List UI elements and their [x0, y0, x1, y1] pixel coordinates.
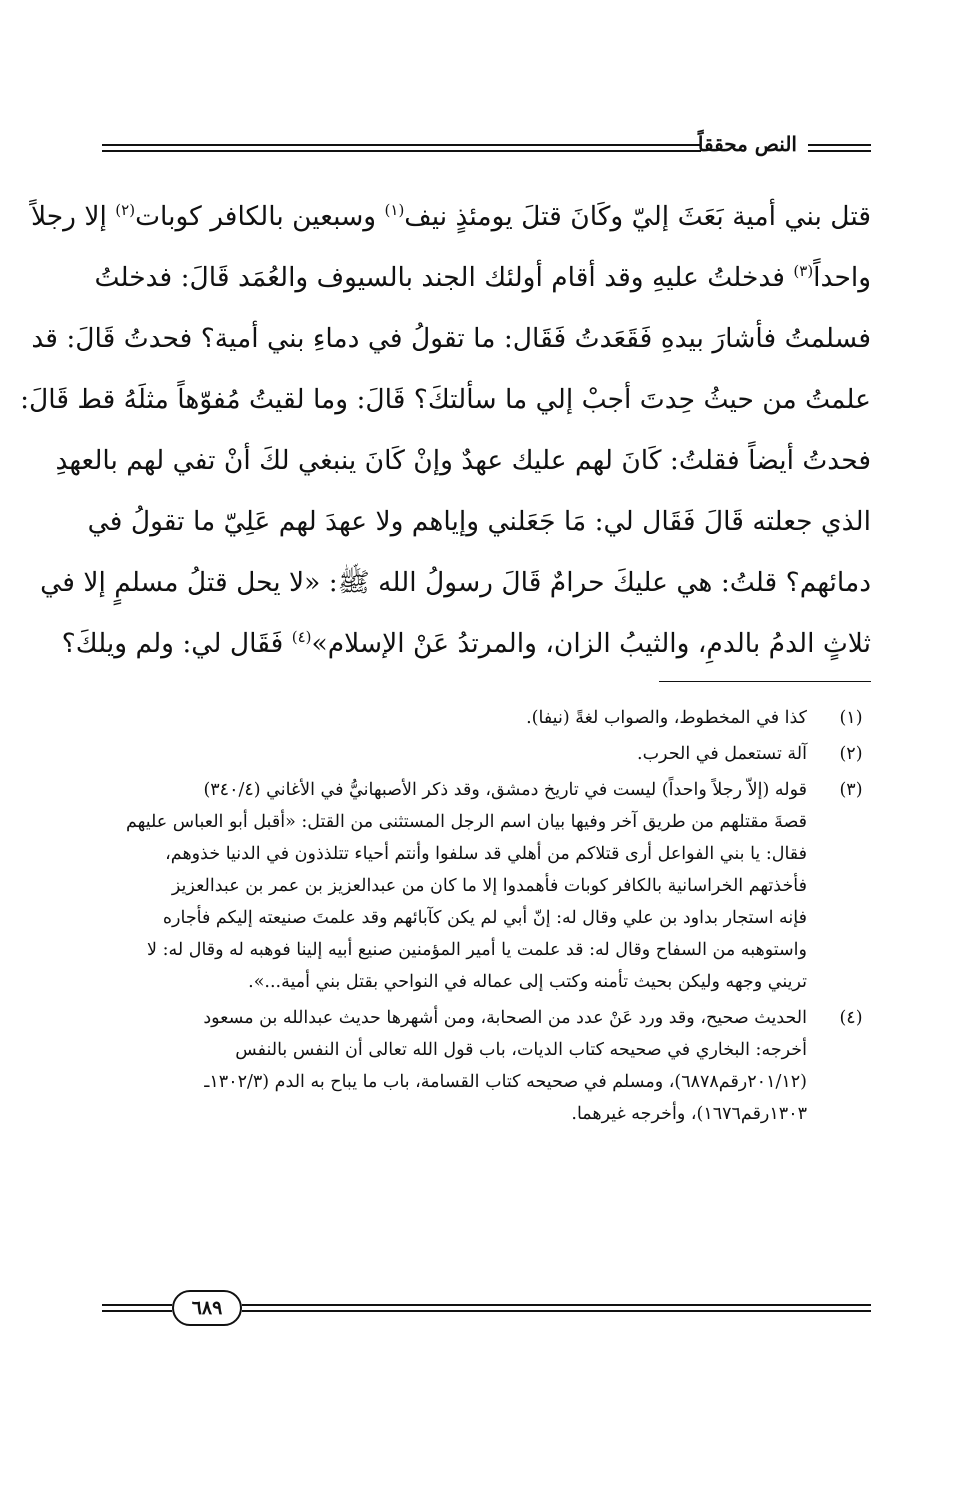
body-line [94, 247, 871, 308]
footnote-line: آلة تستعمل في الحرب. [637, 744, 807, 764]
body-text-segment: دمائهم؟ قلتُ: هي عليكَ حرامٌ قَالَ رسولُ الله ﷺ: «لا يحل قتلُ مسلمٍ إلا في [40, 567, 871, 598]
body-line [20, 369, 871, 430]
header-rule-left [102, 144, 701, 152]
page-footer [102, 1290, 871, 1330]
page-number: ٦٨٩ [172, 1290, 242, 1326]
footer-rule-right [242, 1304, 871, 1312]
footnote-number: (٣) [839, 780, 863, 800]
footnote-line: فقال: يا بني الفواعل أرى قتلاكم من أهلي قد سلفوا وأنتم أحياء تتلذذون في الدنيا خذوهم، [165, 844, 807, 864]
running-title: النص محققاً [697, 132, 797, 156]
footnote [102, 738, 871, 770]
footnote-number: (٢) [839, 744, 863, 764]
footnote-line: فأخذتهم الخراسانية بالكافر كوبات فأهمدوا إلا ما كان من عبدالعزيز بن عمر بن عبدالعزيز [171, 876, 807, 896]
footnote-ref: (١) [384, 201, 405, 220]
body-text-segment: قتل بني أمية بَعَثَ إليّ وكَانَ قتلَ يومئذٍ نيف [404, 201, 871, 232]
body-text-segment: وسبعين بالكافر كوبات [135, 201, 385, 232]
footnote [102, 1002, 871, 1130]
body-text-segment: واحداً [813, 262, 871, 293]
footnote-number: (٤) [839, 1008, 863, 1028]
footnote-line: تريني وجهه وليكن بحيث تأمنه وكتب إلى عماله في النواحي بقتل بني أمية...». [248, 972, 807, 992]
body-text-segment: فَقَال لي: ولم ويلكَ؟ [61, 628, 292, 659]
footer-rule-left [102, 1304, 172, 1312]
footnote-separator [659, 681, 871, 682]
body-text-segment: الذي جعلته قَالَ فَقَال لي: مَا جَعَلني وإياهم ولا عهدَ لهم عَلِيّ ما تقولُ في [87, 506, 871, 537]
footnote-line: الحديث صحيح، وقد ورد عَنْ عدد من الصحابة، ومن أشهرها حديث عبدالله بن مسعود [203, 1008, 807, 1028]
footnote-line: واستوهبه من السفاح وقال له: قد علمت يا أمير المؤمنين صنيع أبيه إلينا فوهبه له وقال له: لا [147, 940, 807, 960]
body-text-segment: ثلاثٍ الدمُ بالدمِ، والثيبُ الزان، والمرتدُ عَنْ الإسلام» [311, 628, 871, 659]
footnote-line: أخرجه: البخاري في صحيحه كتاب الديات، باب قول الله تعالى أن النفس بالنفس [235, 1040, 807, 1060]
body-line [61, 613, 871, 674]
footnote-line: قوله (إلاّ رجلاً واحداً) ليست في تاريخ دمشق، وقد ذكر الأصبهانيُّ في الأغاني (٣٤٠/٤) [203, 780, 807, 800]
footnote-ref: (٣) [793, 262, 814, 281]
header-rule-right [808, 144, 871, 152]
footnote-line: قصةَ مقتلهم من طريق آخر وفيها بيان اسم الرجل المستثنى من القتل: «أقبل أبو العباس عليهم [126, 812, 807, 832]
body-text-segment: إلا رجلاً [30, 201, 116, 232]
footnote-number: (١) [839, 708, 863, 728]
body-text-segment: فحدتُ أيضاً فقلتُ: كَانَ لهم عليك عهدٌ وإنْ كَانَ ينبغي لكَ أنْ تفي لهم بالعهدِ [55, 445, 871, 476]
footnote-line: فإنه استجار بداود بن علي وقال له: إنّ أبي لم يكن كآبائهم وقد علمتَ صنيعته إليكم فأجاره [162, 908, 807, 928]
body-line [30, 186, 871, 247]
body-text-segment: فسلمتُ فأشارَ بيدهِ فَقَعَدتُ فَقَال: ما تقولُ في دماءِ بني أمية؟ فحدتُ قَالَ: قد [31, 323, 871, 354]
footnote [102, 702, 871, 734]
body-line [40, 552, 871, 613]
footnote [102, 774, 871, 998]
footnotes [102, 702, 871, 1134]
body-line [87, 491, 871, 552]
body-text-segment: علمتُ من حيثُ حِدتَ أجبْ إلي ما سألتكَ؟ قَالَ: وما لقيتُ مُفوّهاً مثلَهُ قط قَالَ: [20, 384, 871, 415]
footnote-line: كذا في المخطوط، والصواب لغةً (نيفا). [526, 708, 807, 728]
footnote-ref: (٤) [291, 628, 312, 647]
body-line [31, 308, 871, 369]
footnote-line: (٢٠١/١٢رقم٦٨٧٨)، ومسلم في صحيحه كتاب القسامة، باب ما يباح به الدم (١٣٠٢/٣ـ [204, 1072, 807, 1092]
body-text-segment: فدخلتُ عليهِ وقد أقام أولئك الجند بالسيوف والعُمَد قَالَ: فدخلتُ [94, 262, 794, 293]
main-text [20, 186, 871, 674]
footnote-ref: (٢) [115, 201, 136, 220]
body-line [55, 430, 871, 491]
running-header [102, 132, 871, 160]
footnote-line: ١٣٠٣رقم١٦٧٦)، وأخرجه غيرهما. [571, 1104, 807, 1124]
